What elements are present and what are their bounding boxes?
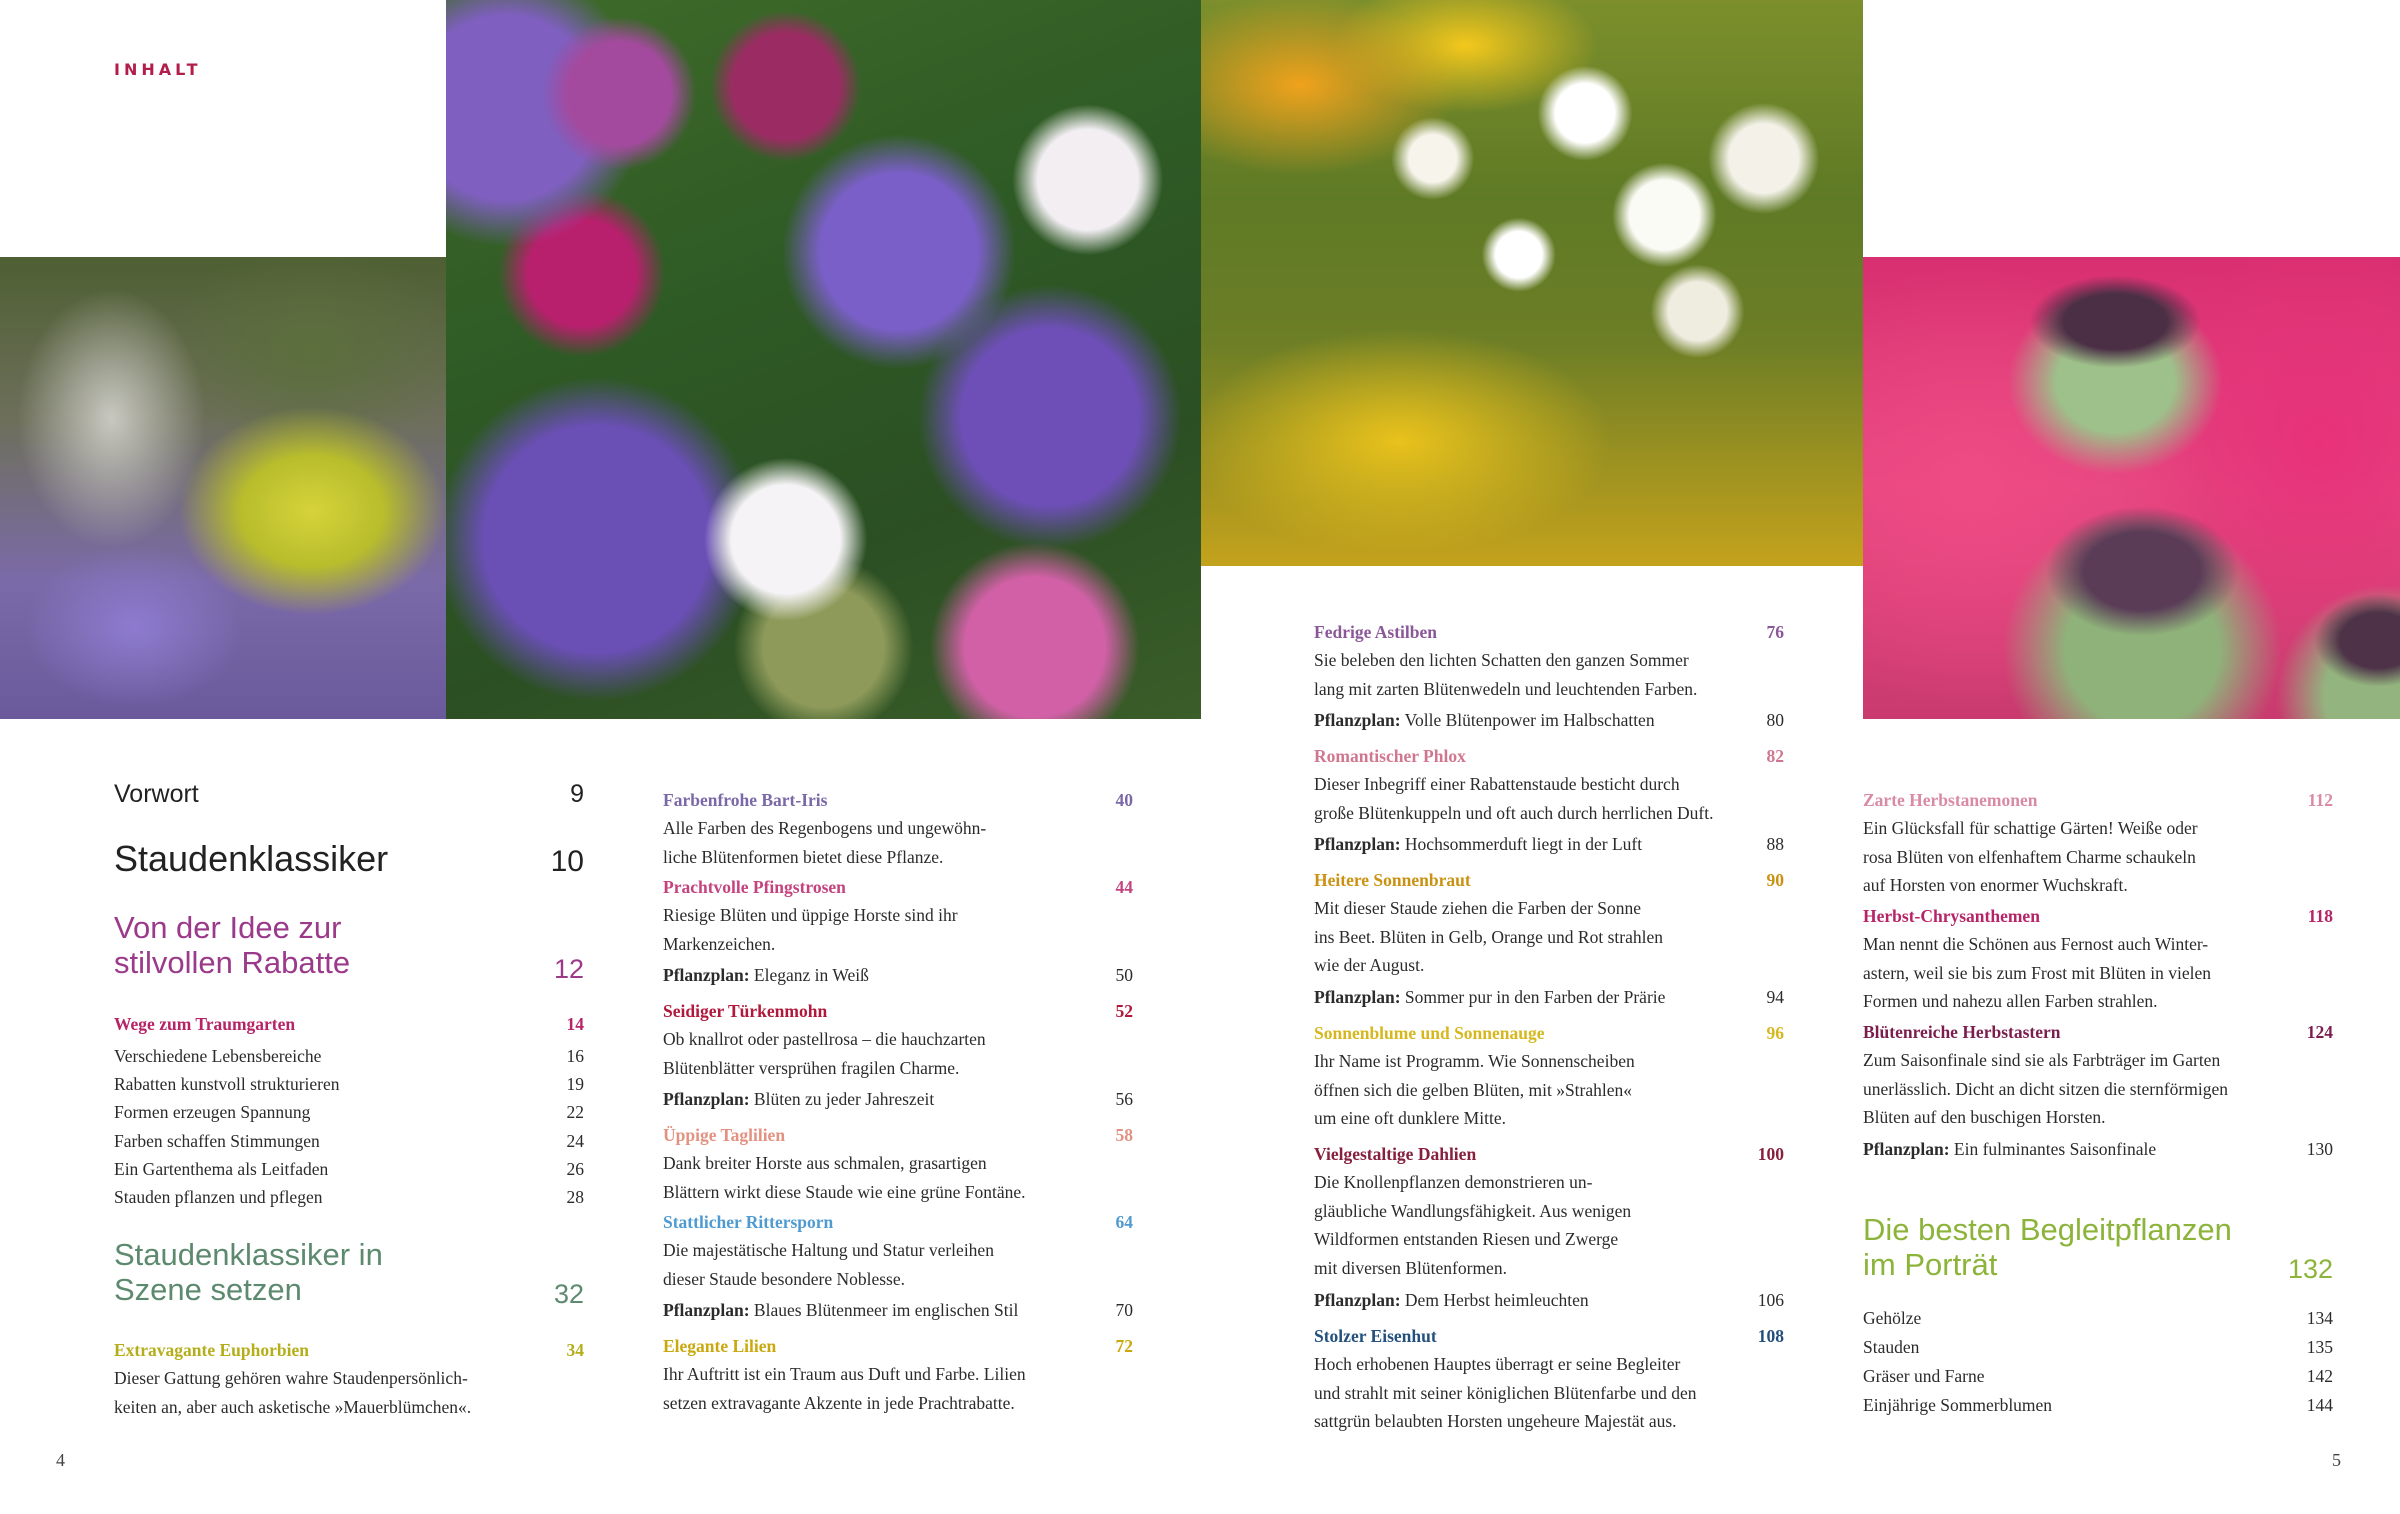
- toc-entry-label: Prachtvolle Pfingstrosen: [663, 877, 846, 897]
- toc-entry-label: Vielgestaltige Dahlien: [1314, 1144, 1477, 1164]
- pflanzplan-text: [1314, 1290, 1589, 1311]
- toc-page-number: 64: [1115, 1212, 1133, 1232]
- toc-entry-label: Formen erzeugen Spannung: [114, 1102, 311, 1123]
- toc-page-number: 19: [566, 1074, 584, 1095]
- toc-entry-label: Stolzer Eisenhut: [1314, 1326, 1437, 1346]
- toc-page-number: 135: [2306, 1337, 2333, 1357]
- toc-page-number: 72: [1115, 1336, 1133, 1356]
- toc-entry-description: Dank breiter Horste aus schmalen, grasartigen Blättern wirkt diese Staude wie eine grüne Fontäne.: [663, 1153, 1026, 1202]
- toc-entry-description: Die Knollenpflanzen demonstrieren un- gläubliche Wandlungsfähigkeit. Aus wenigen Wildformen entstanden Riesen und Zwerge mit diversen Blütenformen.: [1314, 1172, 1632, 1278]
- toc-page-number: 14: [566, 1014, 584, 1034]
- toc-page-number: 132: [2287, 1254, 2333, 1284]
- photo-dahlias-snapdragons: [1201, 0, 1863, 566]
- toc-list-item[interactable]: [114, 1183, 584, 1212]
- toc-page-number: 124: [2306, 1022, 2333, 1042]
- toc-page-number: 58: [1115, 1125, 1133, 1145]
- toc-page-number: 118: [2307, 906, 2333, 926]
- toc-page-number: 106: [1757, 1290, 1784, 1310]
- toc-entry-label: Farbenfrohe Bart-Iris: [663, 790, 828, 810]
- toc-entry-label: Stauden: [1863, 1337, 1920, 1357]
- toc-column-2: [663, 790, 1133, 1430]
- pflanzplan-title: Ein fulminantes Saisonfinale: [1949, 1139, 2157, 1159]
- toc-entry-description: Ihr Auftritt ist ein Traum aus Duft und Farbe. Lilien setzen extravagante Akzente in jede Prachtrabatte.: [663, 1364, 1026, 1413]
- toc-column-4: [1863, 790, 2333, 1430]
- toc-page-number: 24: [566, 1130, 584, 1151]
- toc-section-von-der-idee[interactable]: [114, 910, 584, 984]
- toc-entry-staudenklassiker[interactable]: [114, 838, 584, 880]
- toc-page-number: 144: [2306, 1395, 2333, 1415]
- toc-page-number: 88: [1766, 834, 1784, 854]
- toc-page-number: 44: [1115, 877, 1133, 897]
- toc-entry-label: Stattlicher Rittersporn: [663, 1212, 834, 1232]
- toc-page-number: 82: [1766, 746, 1784, 766]
- toc-page-number: 112: [2307, 790, 2333, 810]
- photo-grasses-lavender: [0, 257, 446, 719]
- toc-entry-pflanzplan[interactable]: [1314, 710, 1784, 731]
- toc-section-staudenklassiker-in-szene[interactable]: [114, 1237, 584, 1307]
- toc-entry-label: Stauden pflanzen und pflegen: [114, 1187, 323, 1207]
- toc-entry-description: Mit dieser Staude ziehen die Farben der Sonne ins Beet. Blüten in Gelb, Orange und Rot strahlen wie der August.: [1314, 898, 1663, 975]
- section-title-line1: Staudenklassiker in: [114, 1237, 383, 1272]
- toc-entry-description: Riesige Blüten und üppige Horste sind ihr Markenzeichen.: [663, 905, 958, 954]
- toc-entry-rittersporn[interactable]: [663, 1212, 1133, 1233]
- toc-entry-phlox[interactable]: [1314, 746, 1784, 767]
- toc-list-item[interactable]: [114, 1042, 584, 1071]
- toc-entry-label: Verschiedene Lebensbereiche: [114, 1046, 322, 1066]
- toc-entry-sonnenblume[interactable]: [1314, 1023, 1784, 1044]
- toc-entry-description: Sie beleben den lichten Schatten den ganzen Sommer lang mit zarten Blütenwedeln und leuchtenden Farben.: [1314, 650, 1698, 699]
- toc-entry-label: Zarte Herbstanemonen: [1863, 790, 2038, 810]
- toc-entry-label: Extravagante Euphorbien: [114, 1340, 309, 1360]
- toc-entry-label: Elegante Lilien: [663, 1336, 777, 1356]
- page-number-left: 4: [56, 1450, 65, 1470]
- toc-page-number: 32: [553, 1279, 584, 1309]
- toc-entry-label: Heitere Sonnenbraut: [1314, 870, 1471, 890]
- pflanzplan-label: Pflanzplan:: [1314, 710, 1401, 730]
- toc-page-number: 28: [566, 1187, 584, 1207]
- toc-list-item[interactable]: [114, 1098, 584, 1127]
- toc-entry-label: Romantischer Phlox: [1314, 746, 1466, 766]
- toc-entry-herbst-chrysanthemen[interactable]: [1863, 906, 2333, 927]
- toc-entry-pflanzplan[interactable]: [663, 965, 1133, 986]
- toc-list-item[interactable]: [114, 1155, 584, 1184]
- toc-entry-description: Dieser Inbegriff einer Rabattenstaude besticht durch große Blütenkuppeln und oft auch durch herrlichen Duft.: [1314, 774, 1714, 823]
- toc-entry-extravagante-euphorbien[interactable]: [114, 1340, 584, 1361]
- toc-entry-wege-zum-traumgarten[interactable]: [114, 1014, 584, 1035]
- toc-page-number: 108: [1757, 1326, 1784, 1346]
- toc-entry-pflanzplan[interactable]: [1314, 1290, 1784, 1311]
- toc-page-number: 90: [1766, 870, 1784, 890]
- toc-entry-sonnenbraut[interactable]: [1314, 870, 1784, 891]
- toc-entry-pflanzplan[interactable]: [1314, 987, 1784, 1008]
- toc-entry-label: Staudenklassiker: [114, 838, 389, 879]
- pflanzplan-title: Blüten zu jeder Jahreszeit: [749, 1089, 935, 1109]
- toc-entry-tuerkenmohn[interactable]: [663, 1001, 1133, 1022]
- pflanzplan-title: Blaues Blütenmeer im englischen Stil: [749, 1300, 1019, 1320]
- toc-page-number: 22: [566, 1102, 584, 1123]
- toc-page-number: 9: [570, 780, 584, 808]
- toc-page-number: 26: [566, 1158, 584, 1179]
- toc-entry-label: Sonnenblume und Sonnenauge: [1314, 1023, 1545, 1043]
- toc-column-3: [1314, 622, 1784, 1432]
- toc-entry-taglilien[interactable]: [663, 1125, 1133, 1146]
- pflanzplan-label: Pflanzplan:: [663, 1089, 750, 1109]
- toc-entry-description: Dieser Gattung gehören wahre Staudenpersönlich- keiten an, aber auch asketische »Mauerblümchen«.: [114, 1368, 472, 1417]
- toc-page-number: 76: [1766, 622, 1784, 642]
- pflanzplan-text: [663, 1089, 934, 1110]
- toc-page-number: 100: [1757, 1144, 1784, 1164]
- toc-entry-pflanzplan[interactable]: [1863, 1139, 2333, 1160]
- toc-entry-label: Ein Gartenthema als Leitfaden: [114, 1158, 329, 1179]
- toc-list-item[interactable]: [114, 1070, 584, 1099]
- toc-entry-eisenhut[interactable]: [1314, 1326, 1784, 1347]
- section-title-line2: stilvollen Rabatte: [114, 945, 351, 980]
- toc-entry-vorwort[interactable]: [114, 780, 584, 809]
- toc-entry-pflanzplan[interactable]: [663, 1300, 1133, 1321]
- toc-entry-description: Zum Saisonfinale sind sie als Farbträger im Garten unerlässlich. Dicht an dicht sitzen die sternförmigen Blüten auf den buschigen Horsten.: [1863, 1050, 2228, 1127]
- toc-entry-bart-iris[interactable]: [663, 790, 1133, 811]
- toc-page-number: 34: [566, 1340, 584, 1360]
- toc-entry-pfingstrosen[interactable]: [663, 877, 1133, 898]
- pflanzplan-label: Pflanzplan:: [1314, 987, 1401, 1007]
- pflanzplan-label: Pflanzplan:: [663, 1300, 750, 1320]
- toc-entry-label: Üppige Taglilien: [663, 1125, 786, 1145]
- toc-entry-label: Gräser und Farne: [1863, 1366, 1985, 1386]
- toc-entry-description: Die majestätische Haltung und Statur verleihen dieser Staude besondere Noblesse.: [663, 1240, 994, 1289]
- toc-entry-herbstanemonen[interactable]: [1863, 790, 2333, 811]
- pflanzplan-title: Dem Herbst heimleuchten: [1400, 1290, 1589, 1310]
- toc-list-item[interactable]: [114, 1127, 584, 1156]
- toc-section-begleitpflanzen[interactable]: [1863, 1212, 2333, 1282]
- toc-entry-label: Herbst-Chrysanthemen: [1863, 906, 2040, 926]
- toc-page-number: 50: [1115, 965, 1133, 985]
- toc-entry-lilien[interactable]: [663, 1336, 1133, 1357]
- pflanzplan-title: Sommer pur in den Farben der Prärie: [1400, 987, 1666, 1007]
- toc-list-item[interactable]: [1863, 1333, 2333, 1362]
- toc-page-number: 94: [1766, 987, 1784, 1007]
- toc-entry-description: Man nennt die Schönen aus Fernost auch Winter- astern, weil sie bis zum Frost mit Blüten in vielen Formen und nahezu allen Farben strahlen.: [1863, 934, 2212, 1011]
- toc-page-number: 134: [2306, 1308, 2333, 1328]
- photo-alliums-peonies: [446, 0, 1201, 719]
- toc-page-number: 40: [1115, 790, 1133, 810]
- toc-entry-label: Einjährige Sommerblumen: [1863, 1395, 2053, 1415]
- toc-page-number: 12: [553, 954, 584, 984]
- toc-page-number: 16: [566, 1046, 584, 1066]
- toc-entry-description: Ein Glücksfall für schattige Gärten! Weiße oder rosa Blüten von elfenhaftem Charme schaukeln auf Horsten von enormer Wuchskraft.: [1863, 818, 2198, 895]
- toc-entry-pflanzplan[interactable]: [663, 1089, 1133, 1110]
- toc-page-number: 96: [1766, 1023, 1784, 1043]
- pflanzplan-label: Pflanzplan:: [1314, 1290, 1401, 1310]
- toc-entry-label: Farben schaffen Stimmungen: [114, 1130, 320, 1151]
- pflanzplan-text: [663, 965, 869, 986]
- toc-entry-astilben[interactable]: [1314, 622, 1784, 643]
- toc-page-number: 130: [2306, 1139, 2333, 1159]
- toc-page-number: 52: [1115, 1001, 1133, 1021]
- section-title-line1: Von der Idee zur: [114, 910, 342, 945]
- toc-entry-pflanzplan[interactable]: [1314, 834, 1784, 855]
- section-title-line2: Szene setzen: [114, 1272, 302, 1307]
- toc-page-number: 10: [550, 845, 584, 878]
- toc-entry-dahlien[interactable]: [1314, 1144, 1784, 1165]
- pflanzplan-label: Pflanzplan:: [1863, 1139, 1950, 1159]
- toc-entry-label: Wege zum Traumgarten: [114, 1014, 296, 1034]
- section-label-inhalt: INHALT: [114, 60, 202, 79]
- page-number-right: 5: [2332, 1450, 2341, 1470]
- pflanzplan-label: Pflanzplan:: [663, 965, 750, 985]
- toc-column-1: [114, 780, 584, 1430]
- toc-page-number: 70: [1115, 1300, 1133, 1320]
- toc-page-number: 80: [1766, 710, 1784, 730]
- toc-entry-description: Ihr Name ist Programm. Wie Sonnenscheiben öffnen sich die gelben Blüten, mit »Strahlen« um eine oft dunklere Mitte.: [1314, 1051, 1635, 1128]
- pflanzplan-title: Hochsommerduft liegt in der Luft: [1400, 834, 1643, 854]
- section-title-line1: Die besten Begleitpflanzen: [1863, 1212, 2232, 1247]
- pflanzplan-title: Eleganz in Weiß: [749, 965, 869, 985]
- toc-page-number: 56: [1115, 1089, 1133, 1109]
- toc-entry-label: Fedrige Astilben: [1314, 622, 1437, 642]
- toc-list-item[interactable]: [1863, 1391, 2333, 1420]
- pflanzplan-text: [1863, 1139, 2156, 1160]
- toc-entry-herbstastern[interactable]: [1863, 1022, 2333, 1043]
- toc-entry-label: Gehölze: [1863, 1308, 1922, 1328]
- toc-page-number: 142: [2306, 1366, 2333, 1386]
- toc-entry-description: Alle Farben des Regenbogens und ungewöhn- liche Blütenformen bietet diese Pflanze.: [663, 818, 987, 867]
- pflanzplan-text: [663, 1300, 1018, 1321]
- pflanzplan-title: Volle Blütenpower im Halbschatten: [1400, 710, 1655, 730]
- toc-entry-description: Ob knallrot oder pastellrosa – die hauchzarten Blütenblätter versprühen fragilen Charme.: [663, 1029, 986, 1078]
- toc-entry-description: Hoch erhobenen Hauptes überragt er seine Begleiter und strahlt mit seiner königlichen Blütenfarbe und den sattgrün belaubten Horsten ungeheure Majestät aus.: [1314, 1354, 1697, 1431]
- photo-poppy-seedheads: [1863, 257, 2400, 719]
- section-title-line2: im Porträt: [1863, 1247, 1998, 1282]
- toc-entry-label: Seidiger Türkenmohn: [663, 1001, 828, 1021]
- pflanzplan-text: [1314, 834, 1642, 855]
- pflanzplan-text: [1314, 987, 1665, 1008]
- pflanzplan-label: Pflanzplan:: [1314, 834, 1401, 854]
- toc-entry-label: Rabatten kunstvoll strukturieren: [114, 1074, 340, 1095]
- toc-list-item[interactable]: [1863, 1362, 2333, 1391]
- pflanzplan-text: [1314, 710, 1655, 731]
- toc-list-item[interactable]: [1863, 1304, 2333, 1333]
- toc-entry-label: Vorwort: [114, 780, 199, 808]
- toc-entry-label: Blütenreiche Herbstastern: [1863, 1022, 2061, 1042]
